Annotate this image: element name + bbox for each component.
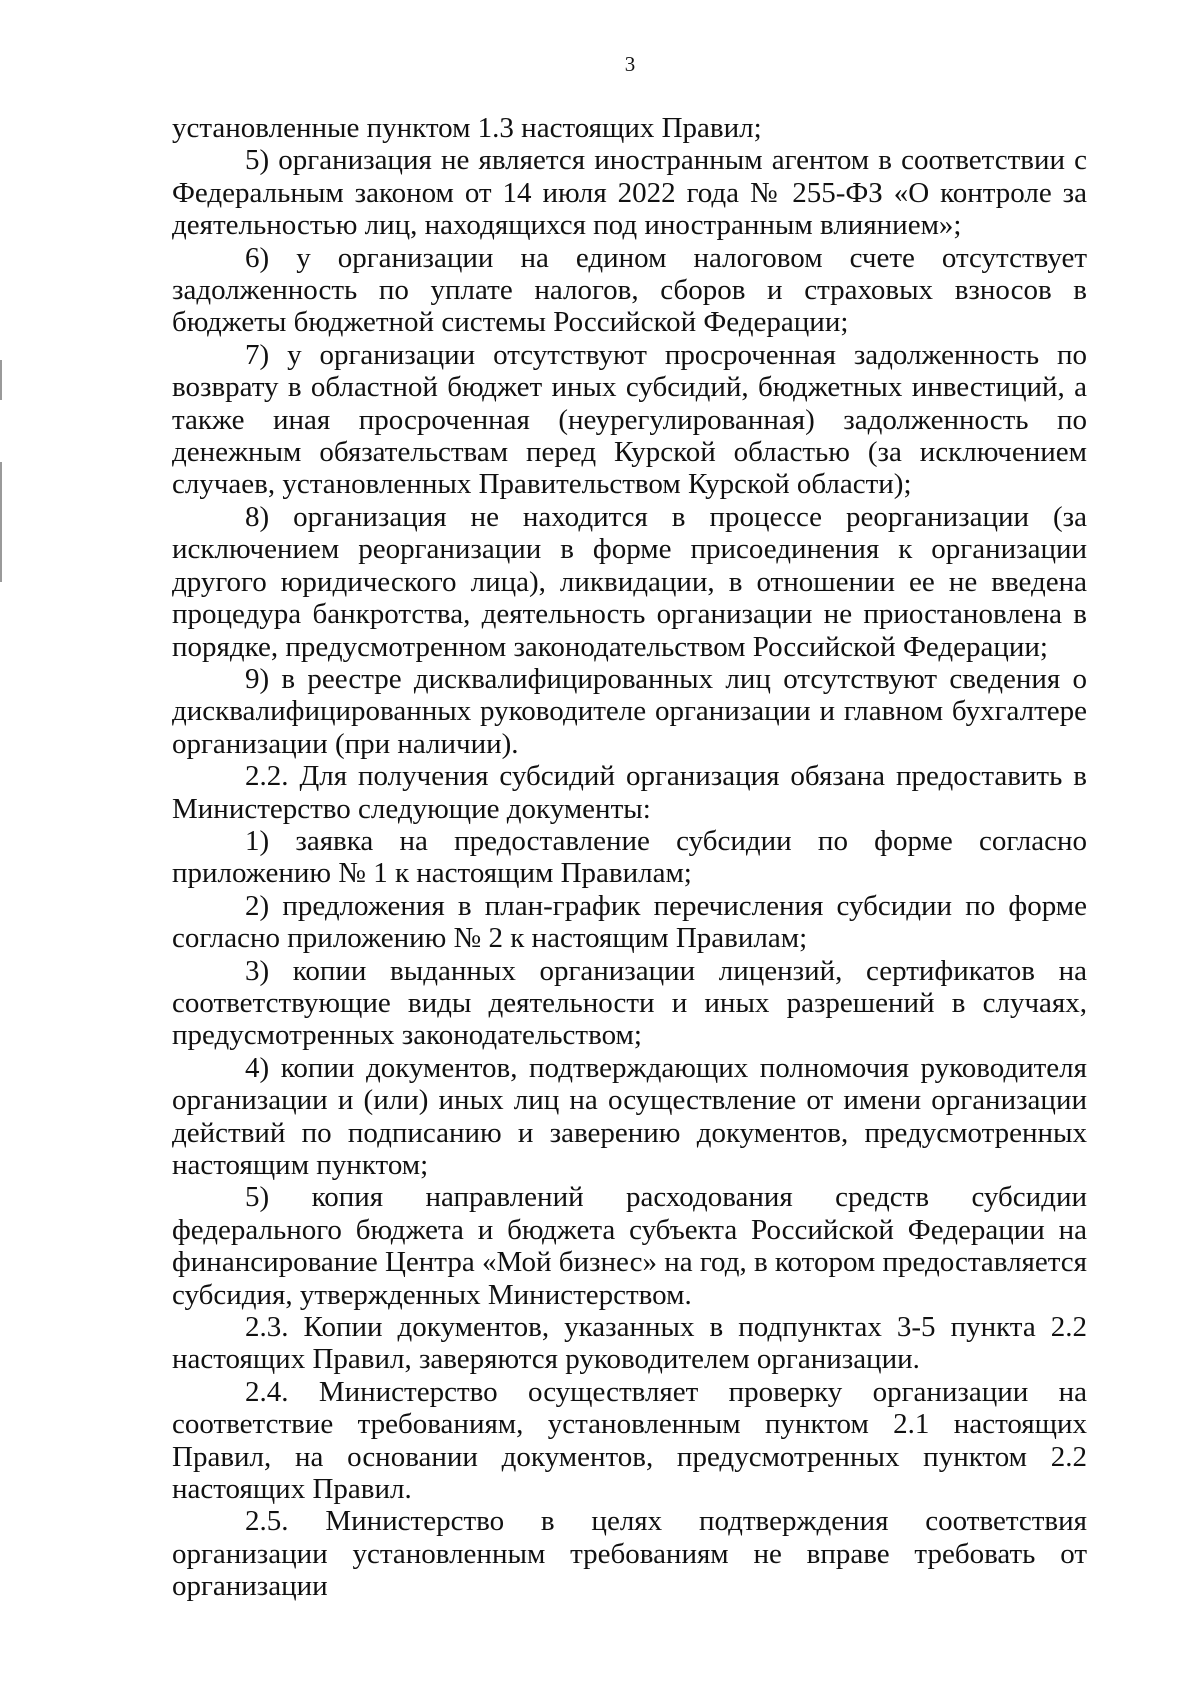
- paragraph-section-2-4: 2.4. Министерство осуществляет проверку организации на соответствие требованиям, установленным пунктом 2.1 настоящих Правил, на основании документов, предусмотренных пунктом 2.2 настоящих Правил.: [172, 1375, 1087, 1506]
- paragraph-item-7: 7) у организации отсутствуют просроченная задолженность по возврату в областной бюджет иных субсидий, бюджетных инвестиций, а также иная просроченная (неурегулированная) задолженность по денежным обязательствам перед Курской областью (за исключением случаев, установленных Правительством Курской области);: [172, 338, 1087, 501]
- paragraph-section-2-2: 2.2. Для получения субсидий организация обязана предоставить в Министерство следующие документы:: [172, 760, 1087, 825]
- page-number: 3: [624, 52, 636, 76]
- paragraph-doc-3: 3) копии выданных организации лицензий, сертификатов на соответствующие виды деятельности и иных разрешений в случаях, предусмотренных законодательством;: [172, 954, 1087, 1052]
- scan-edge-mark: [0, 462, 2, 582]
- paragraph-item-5: 5) организация не является иностранным агентом в соответствии с Федеральным законом от 14 июля 2022 года № 255-ФЗ «О контроле за деятельностью лиц, находящихся под иностранным влиянием»;: [172, 144, 1087, 242]
- paragraph-doc-5: 5) копия направлений расходования средств субсидии федерального бюджета и бюджета субъекта Российской Федерации на финансирование Центра «Мой бизнес» на год, в котором предоставляется субсидия, утвержденных Министерством.: [172, 1181, 1087, 1311]
- paragraph-section-2-3: 2.3. Копии документов, указанных в подпунктах 3-5 пункта 2.2 настоящих Правил, заверяются руководителем организации.: [172, 1311, 1087, 1376]
- paragraph-doc-1: 1) заявка на предоставление субсидии по форме согласно приложению № 1 к настоящим Правилам;: [172, 824, 1087, 890]
- paragraph-continuation: установленные пунктом 1.3 настоящих Правил;: [172, 112, 762, 144]
- paragraph-doc-4: 4) копии документов, подтверждающих полномочия руководителя организации и (или) иных лиц на осуществление от имени организации действий по подписанию и заверению документов, предусмотренных настоящим пунктом;: [172, 1051, 1087, 1181]
- document-body: [172, 112, 1087, 1603]
- paragraph-item-9: 9) в реестре дисквалифицированных лиц отсутствуют сведения о дисквалифицированных руководителе организации и главном бухгалтере организации (при наличии).: [172, 662, 1087, 760]
- paragraph-section-2-5: 2.5. Министерство в целях подтверждения соответствия организации установленным требованиям не вправе требовать от организации: [172, 1505, 1087, 1603]
- paragraph-item-8: 8) организация не находится в процессе реорганизации (за исключением реорганизации в форме присоединения к организации другого юридического лица), ликвидации, в отношении ее не введена процедура банкротства, деятельность организации не приостановлена в порядке, предусмотренном законодательством Российской Федерации;: [172, 500, 1087, 663]
- paragraph-doc-2: 2) предложения в план-график перечисления субсидии по форме согласно приложению № 2 к настоящим Правилам;: [172, 889, 1087, 955]
- paragraph-item-6: 6) у организации на едином налоговом счете отсутствует задолженность по уплате налогов, сборов и страховых взносов в бюджеты бюджетной системы Российской Федерации;: [172, 241, 1087, 339]
- scan-edge-mark: [0, 360, 2, 400]
